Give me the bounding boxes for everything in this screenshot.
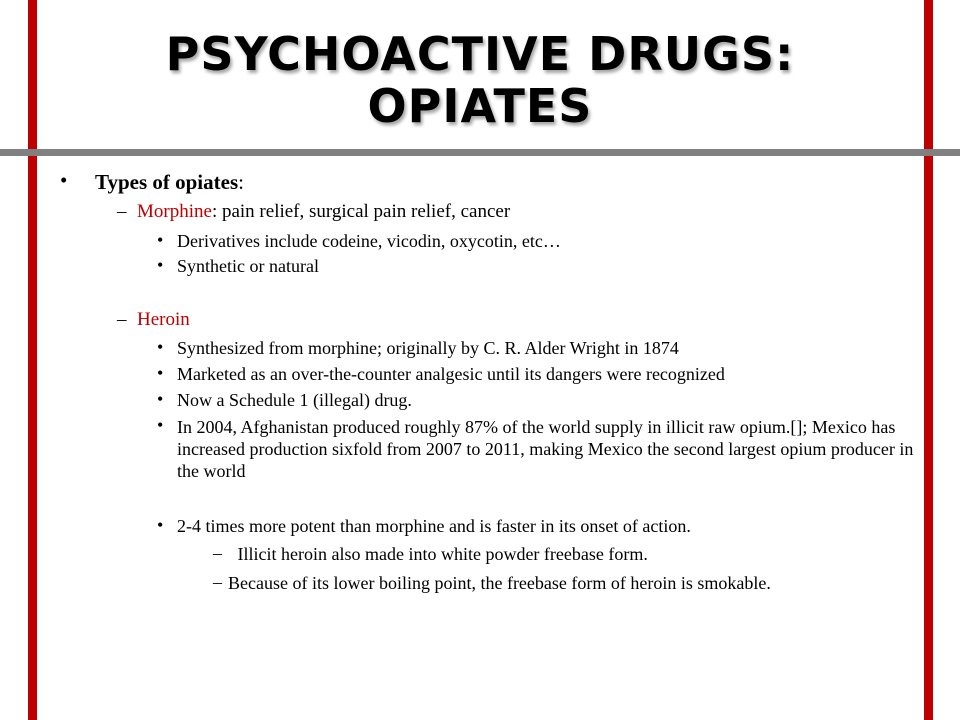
dash-glyph: – — [117, 309, 127, 330]
morphine-point: Derivatives include codeine, vicodin, oxycotin, etc… — [177, 231, 561, 251]
potency-subpoint: Because of its lower boiling point, the freebase form of heroin is smokable. — [228, 573, 771, 593]
heroin-point: In 2004, Afghanistan produced roughly 87% of the world supply in illicit raw opium.[]; Mexico has increased production sixfold from 2007 to 2011, making Mexico the second largest opium producer in the world — [177, 417, 914, 481]
dash-glyph: – — [117, 201, 127, 222]
types-of-opiates-label: Types of opiates — [95, 170, 239, 194]
types-of-opiates-item — [95, 170, 244, 195]
dash-glyph: – — [213, 543, 222, 563]
potency-subpoint: Illicit heroin also made into white powder freebase form. — [233, 544, 648, 564]
types-of-opiates-colon: : — [238, 170, 244, 194]
bullet-glyph: • — [157, 415, 164, 435]
bullet-glyph: • — [157, 363, 164, 383]
bullet-glyph: • — [157, 255, 164, 275]
morphine-description: : pain relief, surgical pain relief, cancer — [211, 201, 511, 222]
dash-glyph: – — [213, 572, 222, 592]
bullet-glyph: • — [60, 168, 68, 192]
bullet-glyph: • — [157, 337, 164, 357]
heroin-point: 2-4 times more potent than morphine and is faster in its onset of action. — [177, 516, 691, 536]
slide-title-line-2: OPIATES — [367, 79, 593, 133]
heroin-point: Now a Schedule 1 (illegal) drug. — [177, 390, 412, 410]
slide-title-line-1: PSYCHOACTIVE DRUGS: — [165, 27, 795, 81]
bullet-glyph: • — [157, 389, 164, 409]
morphine-item — [137, 201, 510, 223]
bullet-glyph: • — [157, 230, 164, 250]
morphine-label: Morphine — [137, 201, 212, 222]
heroin-label: Heroin — [137, 309, 190, 330]
heroin-point: Marketed as an over-the-counter analgesic until its dangers were recognized — [177, 364, 725, 384]
heroin-point: Synthesized from morphine; originally by C. R. Alder Wright in 1874 — [177, 338, 679, 358]
bullet-glyph: • — [157, 515, 164, 535]
morphine-point: Synthetic or natural — [177, 256, 319, 276]
